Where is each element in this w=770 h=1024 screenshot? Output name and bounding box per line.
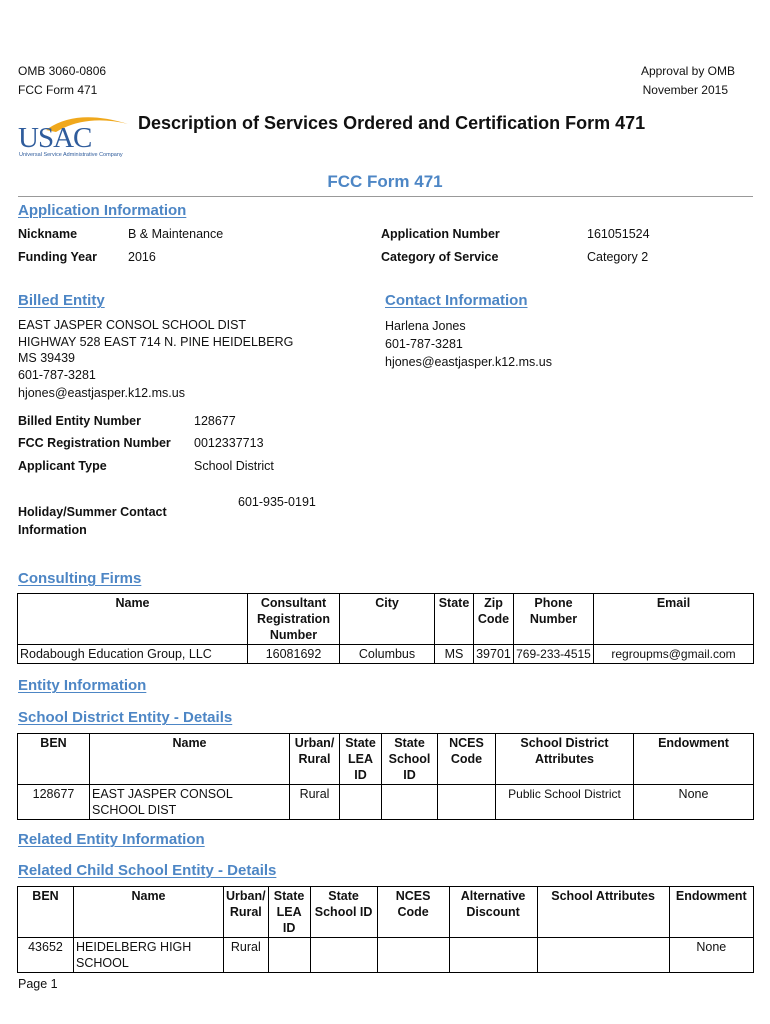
consulting-header: State [435, 594, 474, 645]
school-district-heading: School District Entity - Details [18, 709, 233, 726]
district-cell: 128677 [18, 785, 90, 820]
page-number: Page 1 [18, 977, 58, 991]
child-header: State School ID [310, 887, 377, 938]
child-header: NCES Code [377, 887, 449, 938]
district-header: BEN [18, 734, 90, 785]
nickname-label: Nickname [18, 227, 78, 241]
consulting-heading: Consulting Firms [18, 570, 142, 587]
page-title: Description of Services Ordered and Certification Form 471 [138, 113, 646, 133]
consulting-header: Zip Code [474, 594, 514, 645]
consulting-header: Consultant Registration Number [248, 594, 340, 645]
district-header: Endowment [634, 734, 754, 785]
billed-entity-line: hjones@eastjasper.k12.ms.us [18, 386, 185, 400]
consulting-header: Email [594, 594, 754, 645]
child-cell [377, 938, 449, 973]
district-header: NCES Code [438, 734, 496, 785]
consulting-cell: MS [435, 645, 474, 664]
billed-entity-number-label: Billed Entity Number [18, 414, 141, 428]
application-number-value: 161051524 [587, 227, 650, 241]
district-cell: Public School District [496, 785, 634, 820]
school-district-table [17, 733, 754, 820]
holiday-label-line: Holiday/Summer Contact [18, 505, 167, 519]
funding-year-label: Funding Year [18, 250, 97, 264]
related-child-table [17, 886, 754, 973]
fcc-registration-number: 0012337713 [194, 436, 264, 450]
child-cell: Rural [224, 938, 269, 973]
child-cell [268, 938, 310, 973]
district-cell: None [634, 785, 754, 820]
district-header: Name [90, 734, 290, 785]
billed-entity-line: HIGHWAY 528 EAST 714 N. PINE HEIDELBERG [18, 334, 294, 349]
fcc-registration-label: FCC Registration Number [18, 436, 171, 450]
child-header: School Attributes [537, 887, 669, 938]
district-cell [438, 785, 496, 820]
application-heading: Application Information [18, 202, 187, 219]
logo-subtitle: Universal Service Administrative Company [19, 152, 123, 158]
billed-entity-address [18, 317, 293, 402]
billed-entity-heading: Billed Entity [18, 292, 105, 309]
consulting-header: City [340, 594, 435, 645]
contact-heading: Contact Information [385, 292, 528, 309]
district-header: State School ID [382, 734, 438, 785]
page-subtitle: FCC Form 471 [327, 172, 443, 191]
billed-entity-line: MS 39439 [18, 351, 75, 365]
consulting-cell: 769-233-4515 [514, 645, 594, 664]
child-header: Endowment [669, 887, 753, 938]
category-value: Category 2 [587, 250, 649, 264]
contact-line: 601-787-3281 [385, 337, 463, 351]
holiday-contact-value: 601-935-0191 [238, 495, 316, 509]
child-header: Urban/ Rural [224, 887, 269, 938]
nickname-value: B & Maintenance [128, 227, 224, 241]
approval-date: November 2015 [642, 83, 728, 97]
omb-number: OMB 3060-0806 [18, 64, 107, 78]
contact-line: hjones@eastjasper.k12.ms.us [385, 355, 552, 369]
contact-block [385, 317, 552, 371]
district-header: School District Attributes [496, 734, 634, 785]
usac-logo [16, 112, 134, 162]
title-divider [18, 196, 753, 197]
child-cell: 43652 [18, 938, 74, 973]
applicant-type-label: Applicant Type [18, 459, 107, 473]
entity-info-heading: Entity Information [18, 677, 147, 694]
child-header: Alternative Discount [449, 887, 537, 938]
child-cell [537, 938, 669, 973]
consulting-cell: 39701 [474, 645, 514, 664]
child-header: State LEA ID [268, 887, 310, 938]
child-cell: HEIDELBERG HIGH SCHOOL [74, 938, 224, 973]
billed-entity-line: 601-787-3281 [18, 367, 96, 382]
consulting-header: Phone Number [514, 594, 594, 645]
consulting-cell: 16081692 [248, 645, 340, 664]
district-header: State LEA ID [340, 734, 382, 785]
contact-line: Harlena Jones [385, 319, 466, 333]
billed-entity-line: EAST JASPER CONSOL SCHOOL DIST [18, 318, 247, 332]
category-label: Category of Service [381, 250, 499, 264]
funding-year-value: 2016 [128, 250, 156, 264]
related-entity-heading: Related Entity Information [18, 831, 205, 848]
consulting-cell: Columbus [340, 645, 435, 664]
child-cell [310, 938, 377, 973]
logo-text: USAC [18, 122, 92, 154]
form-name: FCC Form 471 [18, 83, 98, 97]
consulting-table [17, 593, 754, 664]
holiday-label-line: Information [18, 523, 87, 537]
district-cell [340, 785, 382, 820]
applicant-type: School District [194, 459, 274, 473]
billed-entity-number: 128677 [194, 414, 236, 428]
district-cell: EAST JASPER CONSOL SCHOOL DIST [90, 785, 290, 820]
child-header: BEN [18, 887, 74, 938]
holiday-contact-label [18, 503, 167, 539]
application-number-label: Application Number [381, 227, 500, 241]
consulting-cell: regroupms@gmail.com [594, 645, 754, 664]
child-cell: None [669, 938, 753, 973]
approval-text: Approval by OMB [640, 64, 735, 78]
consulting-cell: Rodabough Education Group, LLC [18, 645, 248, 664]
consulting-header: Name [18, 594, 248, 645]
district-cell [382, 785, 438, 820]
district-header: Urban/ Rural [290, 734, 340, 785]
related-child-heading: Related Child School Entity - Details [18, 862, 277, 879]
child-cell [449, 938, 537, 973]
district-cell: Rural [290, 785, 340, 820]
child-header: Name [74, 887, 224, 938]
